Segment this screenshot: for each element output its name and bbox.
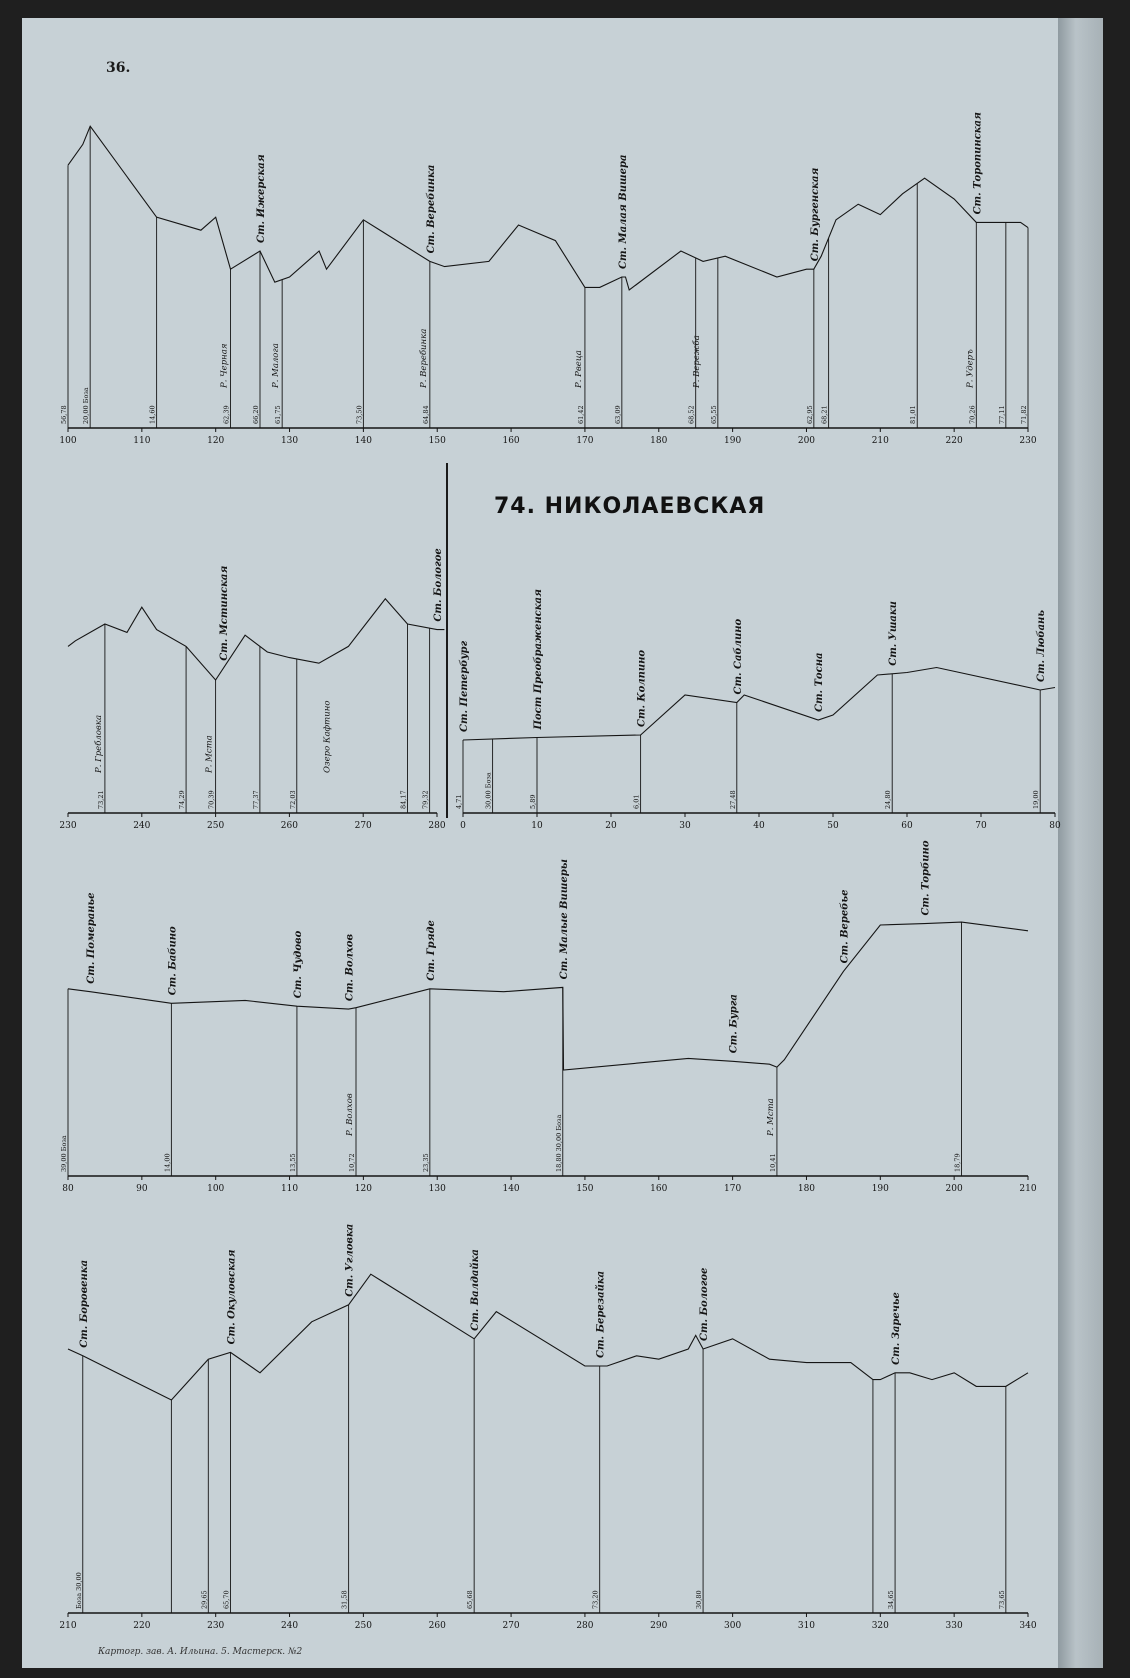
station-label: Ст. Веребинка	[425, 164, 437, 254]
station-label: Ст. Малая Вишера	[617, 154, 629, 269]
station-label: Ст. Колпино	[636, 649, 648, 727]
x-tick-label: 260	[280, 821, 298, 831]
x-tick-label: 130	[280, 436, 299, 446]
marker-label: 77,11	[997, 405, 1006, 424]
x-tick-label: 180	[797, 1184, 816, 1194]
profile-line	[68, 1274, 1028, 1400]
station-label: Ст. Любань	[1036, 610, 1048, 682]
marker-label: 74,29	[178, 790, 187, 809]
x-tick-label: 250	[354, 1621, 372, 1631]
station-label: Ст. Волхов	[344, 933, 356, 1002]
x-tick-label: 240	[133, 821, 151, 831]
marker-label: 63,09	[613, 405, 622, 424]
station-label: Ст. Померанье	[86, 892, 98, 984]
x-tick-label: 100	[207, 1184, 225, 1194]
x-tick-label: 140	[354, 436, 372, 446]
x-tick-label: 280	[428, 821, 446, 831]
profile-chart-3	[455, 460, 1061, 831]
station-label: Ст. Ижерская	[256, 154, 267, 243]
x-tick-label: 130	[428, 1184, 446, 1194]
station-label: Ст. Тосна	[814, 652, 826, 712]
x-tick-label: 250	[207, 821, 225, 831]
river-label: Озеро Кафтино	[322, 700, 333, 773]
x-tick-label: 190	[724, 436, 742, 446]
marker-label: 23,35	[421, 1153, 430, 1172]
station-label: Ст. Бологое	[433, 548, 444, 622]
x-tick-label: 0	[460, 821, 466, 831]
station-label: Ст. Бабино	[167, 926, 179, 996]
x-tick-label: 60	[901, 821, 913, 831]
marker-label: 65,70	[222, 1590, 231, 1609]
marker-label: 5,89	[529, 794, 537, 809]
station-label: Ст. Саблино	[732, 618, 744, 695]
page-number: 36.	[106, 60, 131, 76]
x-tick-label: 210	[871, 436, 889, 446]
marker-label: 84,17	[399, 790, 408, 809]
station-label: Ст. Бурга	[728, 994, 740, 1054]
station-label: Ст. Бологое	[699, 1267, 711, 1341]
x-tick-label: 210	[1019, 1184, 1037, 1194]
x-tick-label: 300	[724, 1621, 742, 1631]
station-label: Ст. Торбино	[920, 840, 932, 916]
profile-chart-5	[59, 1190, 1038, 1631]
marker-label: 64,84	[421, 405, 430, 424]
marker-label: 61,42	[576, 405, 585, 424]
x-tick-label: 120	[354, 1184, 372, 1194]
x-tick-label: 150	[576, 1184, 594, 1194]
profile-chart-4	[60, 840, 1038, 1194]
marker-label: 4,71	[455, 794, 463, 809]
station-label: Ст. Торопинская	[972, 111, 984, 215]
river-label: Р. Мста	[765, 1098, 776, 1136]
river-label: Р. Малога	[271, 343, 282, 388]
marker-label: 68,52	[687, 405, 696, 424]
marker-label: 71,82	[1020, 405, 1028, 424]
station-label: Ст. Валдайка	[470, 1249, 482, 1331]
marker-label: 19,00	[1032, 790, 1041, 809]
marker-label: 73,21	[96, 790, 105, 809]
x-tick-label: 280	[576, 1621, 594, 1631]
x-tick-label: 150	[428, 436, 446, 446]
marker-label: 13,55	[288, 1153, 297, 1172]
river-label: Р. Вережба	[692, 335, 703, 388]
x-tick-label: 140	[502, 1184, 520, 1194]
marker-label: 68,21	[820, 405, 829, 424]
marker-label: 62,39	[222, 405, 231, 424]
river-label: Р. Удеръ	[965, 349, 976, 388]
profile-line	[68, 126, 1028, 290]
x-tick-label: 200	[945, 1184, 963, 1194]
marker-label: 65,55	[709, 405, 718, 424]
x-tick-label: 230	[207, 1621, 225, 1631]
station-label: Ст. Чудово	[292, 930, 304, 999]
x-tick-label: 240	[280, 1621, 299, 1631]
station-label: Ст. Окуловская	[226, 1249, 238, 1345]
x-tick-label: 20	[605, 821, 617, 831]
x-tick-label: 50	[827, 821, 839, 831]
profile-chart-1	[59, 70, 1037, 446]
marker-label: 27,48	[728, 790, 737, 809]
marker-label: 10,41	[768, 1153, 777, 1172]
station-label: Ст. Березайка	[595, 1270, 607, 1358]
station-label: Ст. Малые Вишеры	[558, 859, 570, 980]
x-tick-label: 310	[797, 1621, 816, 1631]
river-label: Р. Черная	[219, 343, 230, 388]
station-label: Ст. Заречье	[891, 1292, 903, 1365]
x-tick-label: 90	[136, 1184, 148, 1194]
x-tick-label: 80	[1049, 821, 1061, 831]
marker-label: 70,39	[207, 790, 216, 809]
x-tick-label: 270	[502, 1621, 520, 1631]
marker-label: 18,79	[953, 1153, 962, 1172]
marker-label: 10,72	[348, 1153, 356, 1172]
marker-label: 66,20	[252, 405, 260, 424]
river-label: Р. Веребинка	[418, 328, 429, 388]
marker-label: 30,80	[695, 1590, 704, 1609]
profile-line	[68, 922, 1028, 1070]
lithographer-note: Картогр. зав. А. Ильина. 5. Мастерск. №2	[98, 1647, 303, 1657]
marker-label: 34,65	[887, 1590, 896, 1609]
x-tick-label: 10	[531, 821, 543, 831]
x-tick-label: 160	[650, 1184, 668, 1194]
marker-label: 29,65	[200, 1590, 209, 1609]
x-tick-label: 70	[975, 821, 987, 831]
x-tick-label: 260	[428, 1621, 446, 1631]
marker-label: 81,01	[909, 405, 918, 424]
marker-label: 24,80	[884, 790, 893, 809]
x-tick-label: 170	[576, 436, 594, 446]
station-label: Ст. Петербург	[459, 640, 470, 732]
station-label: Ст. Угловка	[344, 1223, 356, 1297]
x-tick-label: 320	[871, 1621, 889, 1631]
x-tick-label: 80	[62, 1184, 74, 1194]
station-label: Пост Преображенская	[533, 589, 544, 730]
x-tick-label: 230	[1019, 436, 1037, 446]
marker-label: 6,01	[632, 794, 641, 809]
marker-label: 73,65	[997, 1590, 1006, 1609]
marker-label: 31,58	[340, 1590, 349, 1609]
marker-label: 61,75	[274, 405, 283, 424]
x-tick-label: 340	[1019, 1621, 1037, 1631]
marker-label: 65,68	[466, 1590, 475, 1609]
marker-label: Боза 30,00	[74, 1572, 83, 1609]
x-tick-label: 110	[280, 1184, 299, 1194]
station-label: Ст. Веребье	[839, 889, 851, 964]
marker-label: 73,50	[355, 405, 364, 424]
station-label: Ст. Ушаки	[888, 601, 900, 666]
marker-label: 14,00	[163, 1153, 172, 1172]
x-tick-label: 180	[650, 436, 668, 446]
marker-label: 77,37	[251, 790, 260, 809]
x-tick-label: 200	[797, 436, 816, 446]
profile-line	[463, 668, 1055, 741]
binding-edge	[1058, 18, 1103, 1668]
x-tick-label: 270	[354, 821, 372, 831]
marker-label: 18,80 30,00 Боза	[554, 1114, 563, 1172]
river-label: Р. Мста	[204, 735, 215, 773]
river-label: Р. Рвеца	[573, 350, 584, 388]
marker-label: 56,78	[60, 405, 68, 424]
x-tick-label: 30	[679, 821, 691, 831]
x-tick-label: 190	[871, 1184, 889, 1194]
river-label: Р. Волхов	[345, 1093, 355, 1136]
profile-line	[68, 599, 444, 680]
x-tick-label: 160	[502, 436, 520, 446]
marker-label: 30,00 Боза	[484, 772, 493, 809]
x-tick-label: 40	[753, 821, 765, 831]
x-tick-label: 100	[59, 436, 77, 446]
river-label: Р. Гребловка	[93, 714, 104, 773]
marker-label: 70,26	[968, 405, 977, 424]
x-tick-label: 120	[207, 436, 225, 446]
station-label: Ст. Мстинская	[218, 565, 230, 661]
x-tick-label: 330	[945, 1621, 963, 1631]
x-tick-label: 230	[59, 821, 77, 831]
marker-label: 79,32	[421, 790, 430, 809]
x-tick-label: 220	[945, 436, 963, 446]
x-tick-label: 170	[724, 1184, 742, 1194]
marker-label: 14,60	[148, 405, 157, 424]
station-label: Ст. Бургенская	[809, 167, 821, 262]
x-tick-label: 220	[133, 1621, 151, 1631]
station-label: Ст. Боровенка	[78, 1259, 90, 1348]
marker-label: 62,95	[805, 405, 814, 424]
profile-chart-2	[59, 460, 448, 831]
marker-label: 39,00 Боза	[60, 1135, 68, 1172]
marker-label: 73,20	[591, 1590, 600, 1609]
station-label: Ст. Гряде	[425, 920, 437, 981]
x-tick-label: 290	[650, 1621, 668, 1631]
x-tick-label: 110	[133, 436, 151, 446]
x-tick-label: 210	[59, 1621, 77, 1631]
railway-title: 74. НИКОЛАЕВСКАЯ	[494, 494, 766, 519]
marker-label: 72,03	[288, 790, 297, 809]
marker-label: 20,00 Боза	[82, 387, 91, 424]
